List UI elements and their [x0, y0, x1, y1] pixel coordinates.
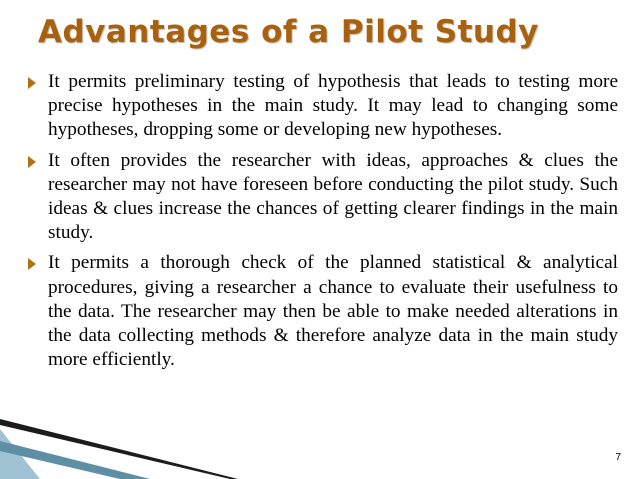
- slide-title: Advantages of a Pilot Study: [38, 14, 539, 50]
- bullet-item: [26, 70, 618, 143]
- triangle-bullet-icon: [28, 258, 36, 270]
- bullet-item: [26, 251, 618, 372]
- bullet-text: It permits a thorough check of the planned statistical & analytical procedures, giving a researcher a chance to evaluate their usefulness to the data. The researcher may then be able to make needed alterations in the data collecting methods & therefore analyze data in the main study more efficiently.: [48, 252, 618, 371]
- page-number: 7: [615, 452, 621, 463]
- bullet-list: [26, 70, 618, 378]
- triangle-bullet-icon: [28, 77, 36, 89]
- bullet-item: [26, 149, 618, 246]
- swoosh-dark-line: [0, 419, 238, 479]
- triangle-bullet-icon: [28, 156, 36, 168]
- corner-swoosh-decoration: [0, 379, 240, 479]
- bullet-text: It permits preliminary testing of hypothesis that leads to testing more precise hypotheses in the main study. It may lead to changing some hypotheses, dropping some or developing new hypotheses.: [48, 71, 618, 141]
- bullet-text: It often provides the researcher with ideas, approaches & clues the researcher may not have foreseen before conducting the pilot study. Such ideas & clues increase the chances of getting clearer findings in the main study.: [48, 149, 618, 244]
